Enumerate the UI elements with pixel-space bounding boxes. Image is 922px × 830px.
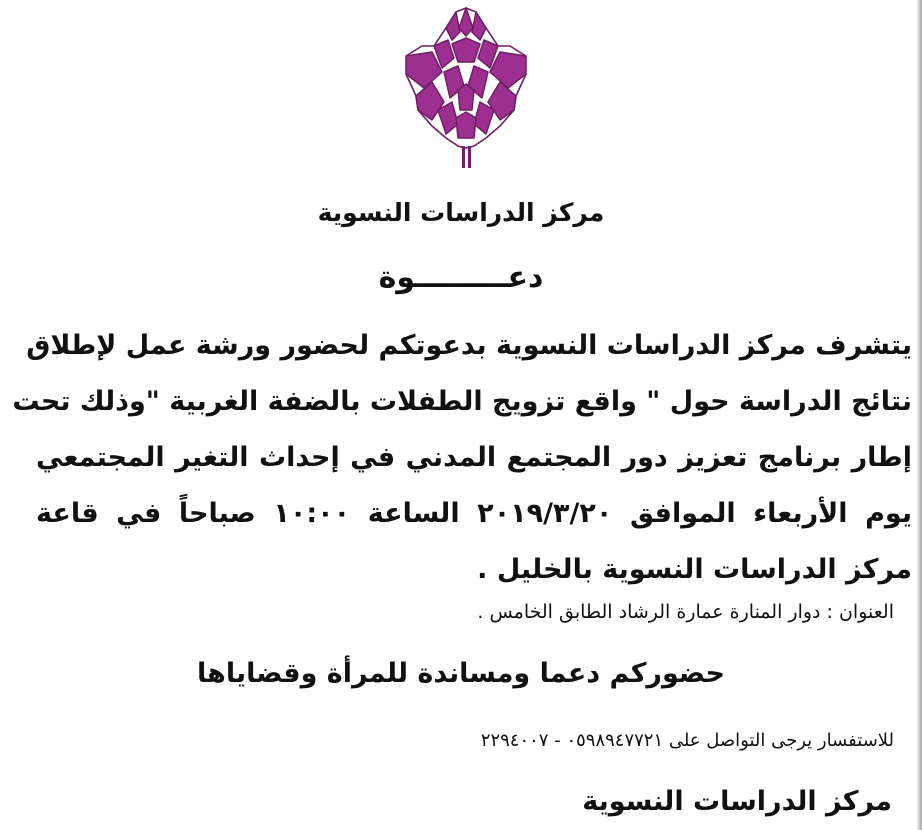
- address-line: العنوان : دوار المنارة عمارة الرشاد الطابق الخامس .: [477, 601, 894, 623]
- organization-logo-icon: [402, 6, 530, 168]
- slogan-line: حضوركم دعما ومساندة للمرأة وقضاياها: [197, 658, 725, 689]
- body-line-4: يوم الأربعاء الموافق ٢٠١٩/٣/٢٠ الساعة ١٠:٠٠ صباحاً في قاعة: [36, 498, 912, 529]
- invitation-title: دعـــــــــوة: [378, 260, 544, 295]
- page-edge-shadow: [916, 0, 922, 830]
- signature-organization: مركز الدراسات النسوية: [582, 786, 892, 817]
- organization-name-header: مركز الدراسات النسوية: [317, 198, 605, 227]
- body-line-5: مركز الدراسات النسوية بالخليل .: [477, 554, 912, 585]
- body-line-1: يتشرف مركز الدراسات النسوية بدعوتكم لحضور ورشة عمل لإطلاق: [26, 330, 912, 361]
- body-line-3: إطار برنامج تعزيز دور المجتمع المدني في إحداث التغير المجتمعي: [36, 442, 912, 473]
- invitation-body: [12, 318, 912, 598]
- inquiry-contact-line: للاستفسار يرجى التواصل على ٠٥٩٨٩٤٧٧٢١ - ٢٢٩٤٠٠٧: [480, 730, 894, 751]
- body-line-2: نتائج الدراسة حول " واقع تزويج الطفلات بالضفة الغربية "وذلك تحت: [12, 386, 912, 417]
